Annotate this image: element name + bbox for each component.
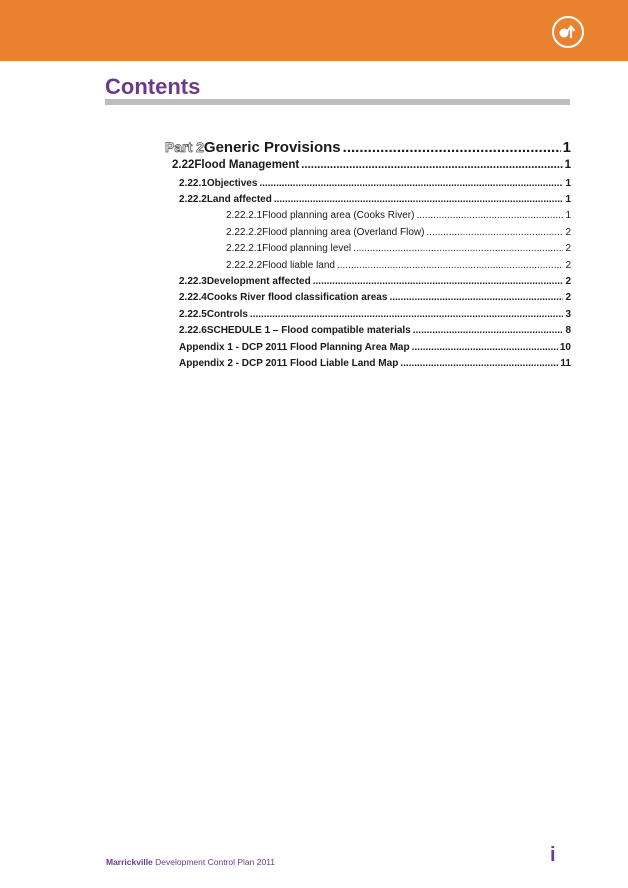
toc-leader — [413, 325, 564, 336]
toc-label: SCHEDULE 1 – Flood compatible materials — [206, 325, 411, 336]
toc-leader — [389, 292, 563, 303]
toc-label: Flood Management — [194, 159, 300, 171]
toc-subitem-row[interactable] — [226, 243, 571, 254]
toc-page: 10 — [559, 342, 571, 353]
toc-label: Flood planning area (Overland Flow) — [262, 227, 425, 238]
part-tag: Part 2 — [165, 139, 204, 155]
toc-number: 2.22.2 — [179, 194, 207, 205]
toc-page: 3 — [565, 309, 571, 320]
toc-page: 11 — [560, 358, 571, 369]
toc-leader — [353, 243, 563, 254]
toc-label: Land affected — [206, 194, 272, 205]
toc-page: 1 — [565, 178, 571, 189]
toc-leader — [250, 309, 564, 320]
toc-number: 2.22.6 — [179, 325, 207, 336]
toc-label: Flood planning level — [262, 243, 352, 254]
toc-leader — [337, 260, 563, 271]
toc-label: Development affected — [206, 276, 311, 287]
toc-number: 2.22.2.2 — [226, 260, 263, 271]
toc-item-row[interactable] — [179, 194, 571, 205]
toc-item-row[interactable] — [179, 309, 571, 320]
page-title: Contents — [105, 74, 201, 99]
toc-label: Flood liable land — [262, 260, 335, 271]
toc-item-row[interactable] — [179, 292, 571, 303]
toc-appendix-row[interactable] — [179, 358, 571, 369]
toc-part-row[interactable] — [165, 139, 571, 156]
toc-label: Appendix 2 - DCP 2011 Flood Liable Land Map — [179, 358, 399, 369]
toc-number: 2.22.4 — [179, 292, 207, 303]
toc-number: 2.22.2.2 — [226, 227, 263, 238]
footer-brand: Marrickville — [106, 857, 153, 867]
toc-leader — [301, 159, 562, 171]
toc-number: 2.22.5 — [179, 309, 207, 320]
toc-number: 2.22.1 — [179, 178, 207, 189]
toc-page: 2 — [565, 292, 571, 303]
table-of-contents — [0, 0, 628, 400]
toc-page: 2 — [565, 227, 571, 238]
toc-number: 2.22.2.1 — [226, 243, 263, 254]
toc-label: Cooks River flood classification areas — [206, 292, 388, 303]
toc-subitem-row[interactable] — [226, 227, 571, 238]
toc-item-row[interactable] — [179, 325, 571, 336]
toc-number: 2.22 — [172, 159, 195, 171]
toc-leader — [343, 139, 561, 156]
toc-item-row[interactable] — [179, 276, 571, 287]
toc-subitem-row[interactable] — [226, 210, 571, 221]
toc-label: Objectives — [206, 178, 258, 189]
toc-page: 8 — [565, 325, 571, 336]
toc-page: 1 — [562, 139, 571, 156]
toc-leader — [426, 227, 563, 238]
toc-page: 2 — [565, 243, 571, 254]
toc-label: Appendix 1 - DCP 2011 Flood Planning Area Map — [179, 342, 410, 353]
toc-appendix-row[interactable] — [179, 342, 571, 353]
toc-number: 2.22.2.1 — [226, 210, 263, 221]
toc-page: 1 — [565, 194, 571, 205]
toc-page: 2 — [565, 276, 571, 287]
toc-label: Controls — [206, 309, 248, 320]
toc-page: 1 — [564, 159, 571, 171]
footer — [106, 857, 275, 867]
toc-leader — [259, 178, 563, 189]
toc-label: Flood planning area (Cooks River) — [262, 210, 415, 221]
footer-text: Development Control Plan 2011 — [155, 857, 276, 867]
toc-number: 2.22.3 — [179, 276, 207, 287]
toc-page: 1 — [565, 210, 571, 221]
toc-section-row[interactable] — [172, 159, 571, 171]
toc-leader — [400, 358, 558, 369]
toc-part-label: Generic Provisions — [203, 139, 341, 156]
toc-item-row[interactable] — [179, 178, 571, 189]
toc-page: 2 — [565, 260, 571, 271]
page-number: i — [550, 844, 556, 866]
toc-subitem-row[interactable] — [226, 260, 571, 271]
toc-leader — [313, 276, 564, 287]
toc-leader — [412, 342, 558, 353]
toc-leader — [416, 210, 563, 221]
toc-leader — [274, 194, 564, 205]
